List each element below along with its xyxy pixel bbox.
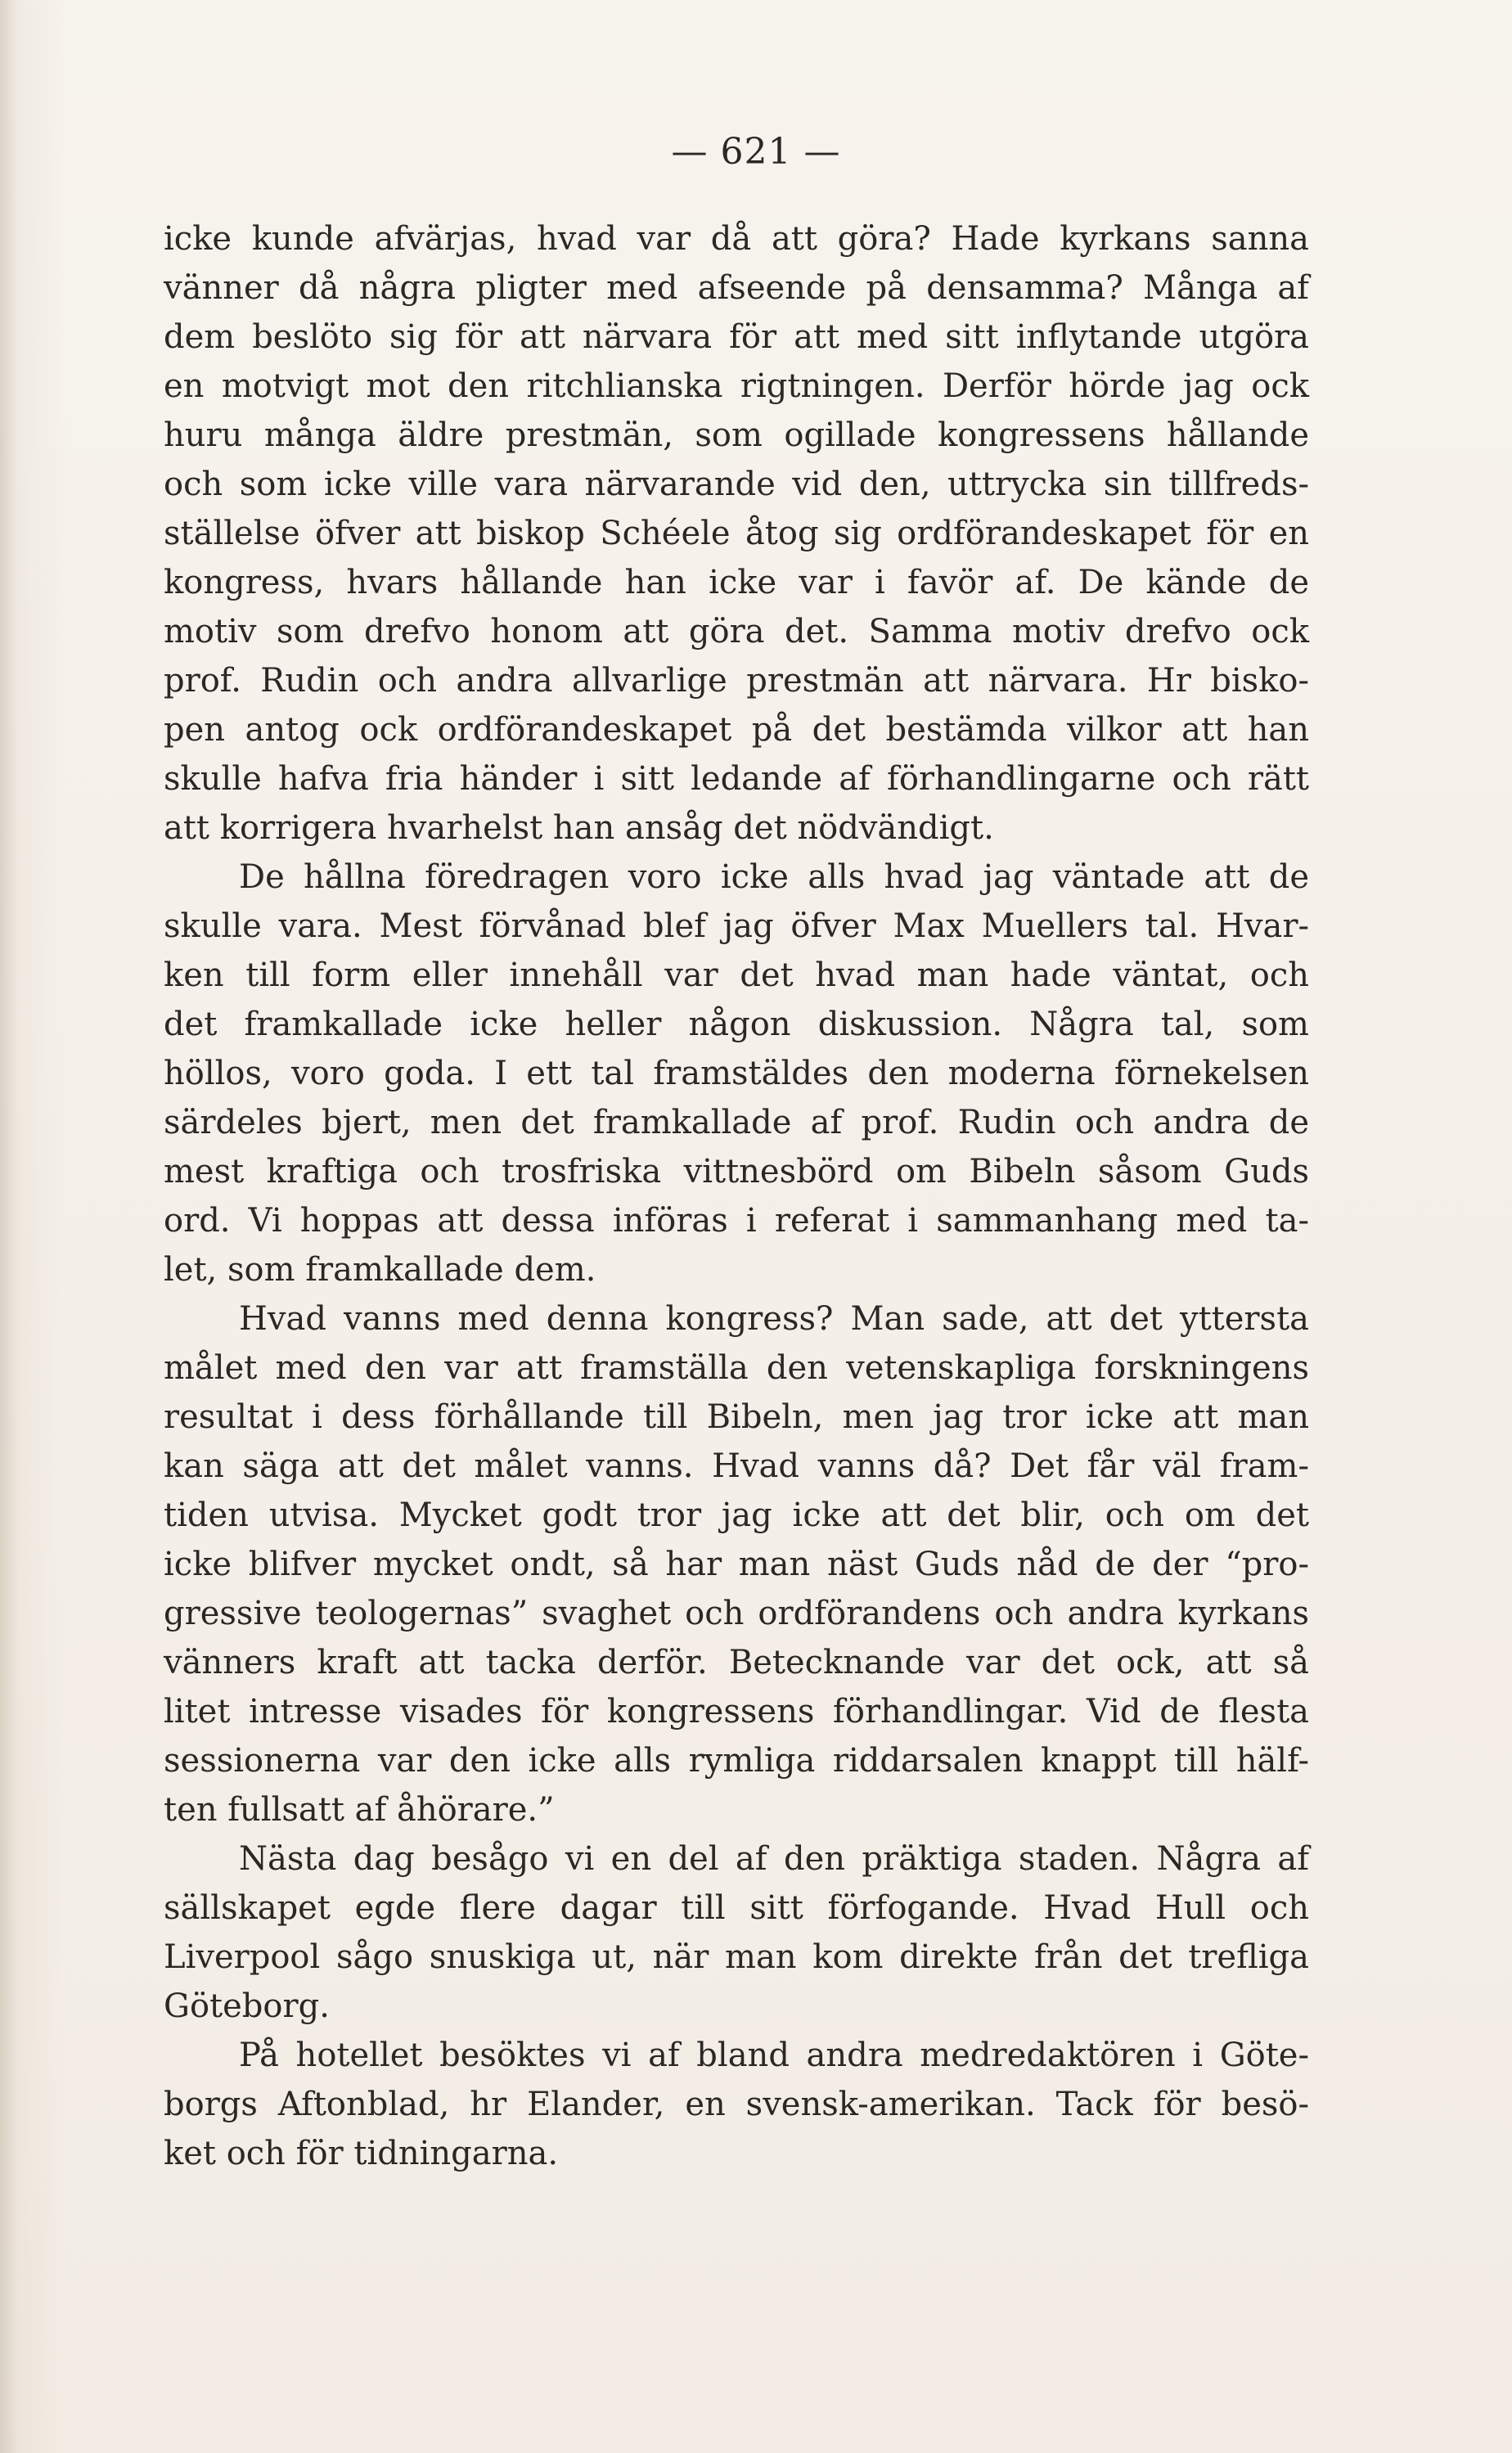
text-line: det framkallade icke heller någon diskussion. Några tal, som	[164, 1006, 1309, 1043]
text-line: pen antog ock ordförandeskapet på det bestämda vilkor att han	[164, 711, 1309, 749]
text-line: På hotellet besöktes vi af bland andra medredaktören i Göte-	[239, 2037, 1309, 2074]
text-line: borgs Aftonblad, hr Elander, en svensk-amerikan. Tack för besö-	[164, 2086, 1309, 2123]
text-line: ställelse öfver att biskop Schéele åtog sig ordförandeskapet för en	[164, 515, 1309, 552]
text-line: huru många äldre prestmän, som ogillade kongressens hållande	[164, 416, 1309, 454]
text-line: icke blifver mycket ondt, så har man näst Guds nåd de der “pro-	[164, 1546, 1309, 1583]
text-line: ord. Vi hoppas att dessa införas i referat i sammanhang med ta-	[164, 1202, 1309, 1240]
text-line: let, som framkallade dem.	[164, 1251, 596, 1289]
text-line: en motvigt mot den ritchlianska rigtningen. Derför hörde jag ock	[164, 367, 1309, 405]
text-line: sällskapet egde flere dagar till sitt förfogande. Hvad Hull och	[164, 1889, 1309, 1927]
text-line: Liverpool sågo snuskiga ut, när man kom direkte från det trefliga	[164, 1938, 1309, 1976]
body-text	[164, 214, 1309, 2178]
text-line: prof. Rudin och andra allvarlige prestmän att närvara. Hr bisko-	[164, 662, 1309, 700]
text-line: höllos, voro goda. I ett tal framstäldes den moderna förnekelsen	[164, 1055, 1309, 1092]
text-line: resultat i dess förhållande till Bibeln, men jag tror icke att man	[164, 1398, 1309, 1436]
text-line: skulle vara. Mest förvånad blef jag öfver Max Muellers tal. Hvar-	[164, 907, 1309, 945]
text-line: och som icke ville vara närvarande vid den, uttrycka sin tillfreds-	[164, 466, 1309, 503]
text-line: mest kraftiga och trosfriska vittnesbörd om Bibeln såsom Guds	[164, 1153, 1309, 1190]
text-line: icke kunde afvärjas, hvad var då att göra? Hade kyrkans sanna	[164, 220, 1309, 258]
page-number: — 621 —	[671, 131, 841, 173]
text-line: att korrigera hvarhelst han ansåg det nödvändigt.	[164, 809, 994, 847]
text-line: ket och för tidningarna.	[164, 2135, 559, 2172]
text-line: ten fullsatt af åhörare.”	[164, 1791, 555, 1829]
text-line: litet intresse visades för kongressens förhandlingar. Vid de flesta	[164, 1693, 1309, 1731]
text-line: dem beslöto sig för att närvara för att med sitt inflytande utgöra	[164, 318, 1309, 356]
text-line: Hvad vanns med denna kongress? Man sade, att det yttersta	[239, 1300, 1309, 1338]
text-line: kan säga att det målet vanns. Hvad vanns då? Det får väl fram-	[164, 1447, 1309, 1485]
text-line: sessionerna var den icke alls rymliga riddarsalen knappt till hälf-	[164, 1742, 1309, 1780]
text-line: särdeles bjert, men det framkallade af prof. Rudin och andra de	[164, 1104, 1309, 1141]
text-line: ken till form eller innehåll var det hvad man hade väntat, och	[164, 956, 1309, 994]
text-line: kongress, hvars hållande han icke var i favör af. De kände de	[164, 564, 1309, 601]
text-line: Nästa dag besågo vi en del af den präktiga staden. Några af	[239, 1840, 1309, 1878]
text-line: De hållna föredragen voro icke alls hvad jag väntade att de	[239, 858, 1309, 896]
text-line: vänners kraft att tacka derför. Betecknande var det ock, att så	[164, 1644, 1309, 1681]
text-line: motiv som drefvo honom att göra det. Samma motiv drefvo ock	[164, 613, 1309, 650]
text-line: Göteborg.	[164, 1987, 330, 2025]
text-line: målet med den var att framställa den vetenskapliga forskningens	[164, 1349, 1309, 1387]
text-line: gressive teologernas” svaghet och ordförandens och andra kyrkans	[164, 1595, 1309, 1632]
text-line: skulle hafva fria händer i sitt ledande af förhandlingarne och rätt	[164, 760, 1309, 798]
text-line: tiden utvisa. Mycket godt tror jag icke att det blir, och om det	[164, 1497, 1309, 1534]
text-line: vänner då några pligter med afseende på densamma? Många af	[164, 269, 1309, 307]
